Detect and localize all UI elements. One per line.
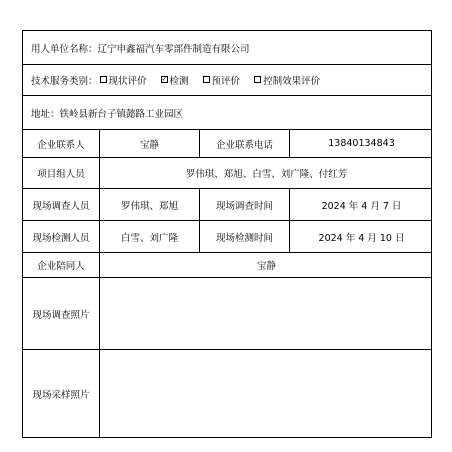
escort-value: 宝静 — [99, 253, 433, 277]
contact-label: 企业联系人 — [37, 139, 85, 151]
option-label: 现状评价 — [108, 76, 147, 87]
option-status-evaluation[interactable] — [98, 73, 147, 87]
survey-label: 现场调查人员 — [32, 200, 90, 212]
service-row — [23, 65, 431, 96]
address-row — [23, 96, 431, 130]
checkbox-detection[interactable]: ✓ — [161, 74, 168, 83]
escort-row — [23, 253, 431, 278]
address-label: 地址： — [31, 108, 60, 120]
option-label: 预评价 — [211, 76, 241, 87]
phone-value: 13840134843 — [289, 130, 433, 157]
team-value: 罗伟琪、郑旭、白雪、刘广隆、付红芳 — [99, 158, 433, 188]
team-row — [23, 158, 431, 189]
survey-value: 罗伟琪、郑旭 — [99, 189, 199, 220]
option-label: 控制效果评价 — [263, 76, 321, 87]
unit-row — [23, 31, 431, 65]
detect-value: 白雪、刘广隆 — [99, 221, 199, 252]
checkbox-pre-evaluation[interactable] — [203, 76, 210, 83]
checkbox-control-effect[interactable] — [254, 76, 261, 83]
address-cell — [23, 96, 431, 129]
unit-cell — [23, 31, 431, 64]
detect-label: 现场检测人员 — [32, 232, 90, 244]
sampling-photos-area — [99, 350, 433, 437]
unit-label: 用人单位名称： — [31, 43, 98, 55]
survey-time: 2024 年 4 月 7 日 — [289, 189, 433, 220]
detect-time-label: 现场检测时间 — [199, 221, 289, 252]
survey-time-label: 现场调查时间 — [199, 189, 289, 220]
option-control-effect[interactable] — [252, 73, 320, 87]
service-cell — [23, 65, 431, 95]
sampling-photos-row — [23, 350, 431, 437]
unit-value: 辽宁申鑫福汽车零部件制造有限公司 — [97, 43, 250, 55]
checkbox-status-evaluation[interactable] — [100, 76, 107, 83]
option-label: 检测 — [169, 76, 189, 87]
survey-row — [23, 189, 431, 221]
escort-label: 企业陪同人 — [37, 261, 85, 272]
detect-row — [23, 221, 431, 253]
address-value: 铁岭县新台子镇懿路工业园区 — [59, 108, 184, 120]
contact-value: 宝静 — [99, 130, 199, 157]
survey-photos-label: 现场调查照片 — [32, 309, 90, 321]
sampling-photos-label: 现场采样照片 — [32, 389, 90, 401]
detect-time: 2024 年 4 月 10 日 — [289, 221, 433, 252]
survey-photos-area — [99, 278, 433, 349]
option-detection[interactable] — [159, 73, 189, 87]
contact-row — [23, 130, 431, 158]
phone-label: 企业联系电话 — [199, 130, 289, 157]
service-label: 技术服务类别： — [31, 76, 98, 87]
service-record-form — [22, 30, 432, 438]
survey-photos-row — [23, 278, 431, 350]
team-label: 项目组人员 — [37, 169, 85, 180]
option-pre-evaluation[interactable] — [201, 73, 241, 87]
